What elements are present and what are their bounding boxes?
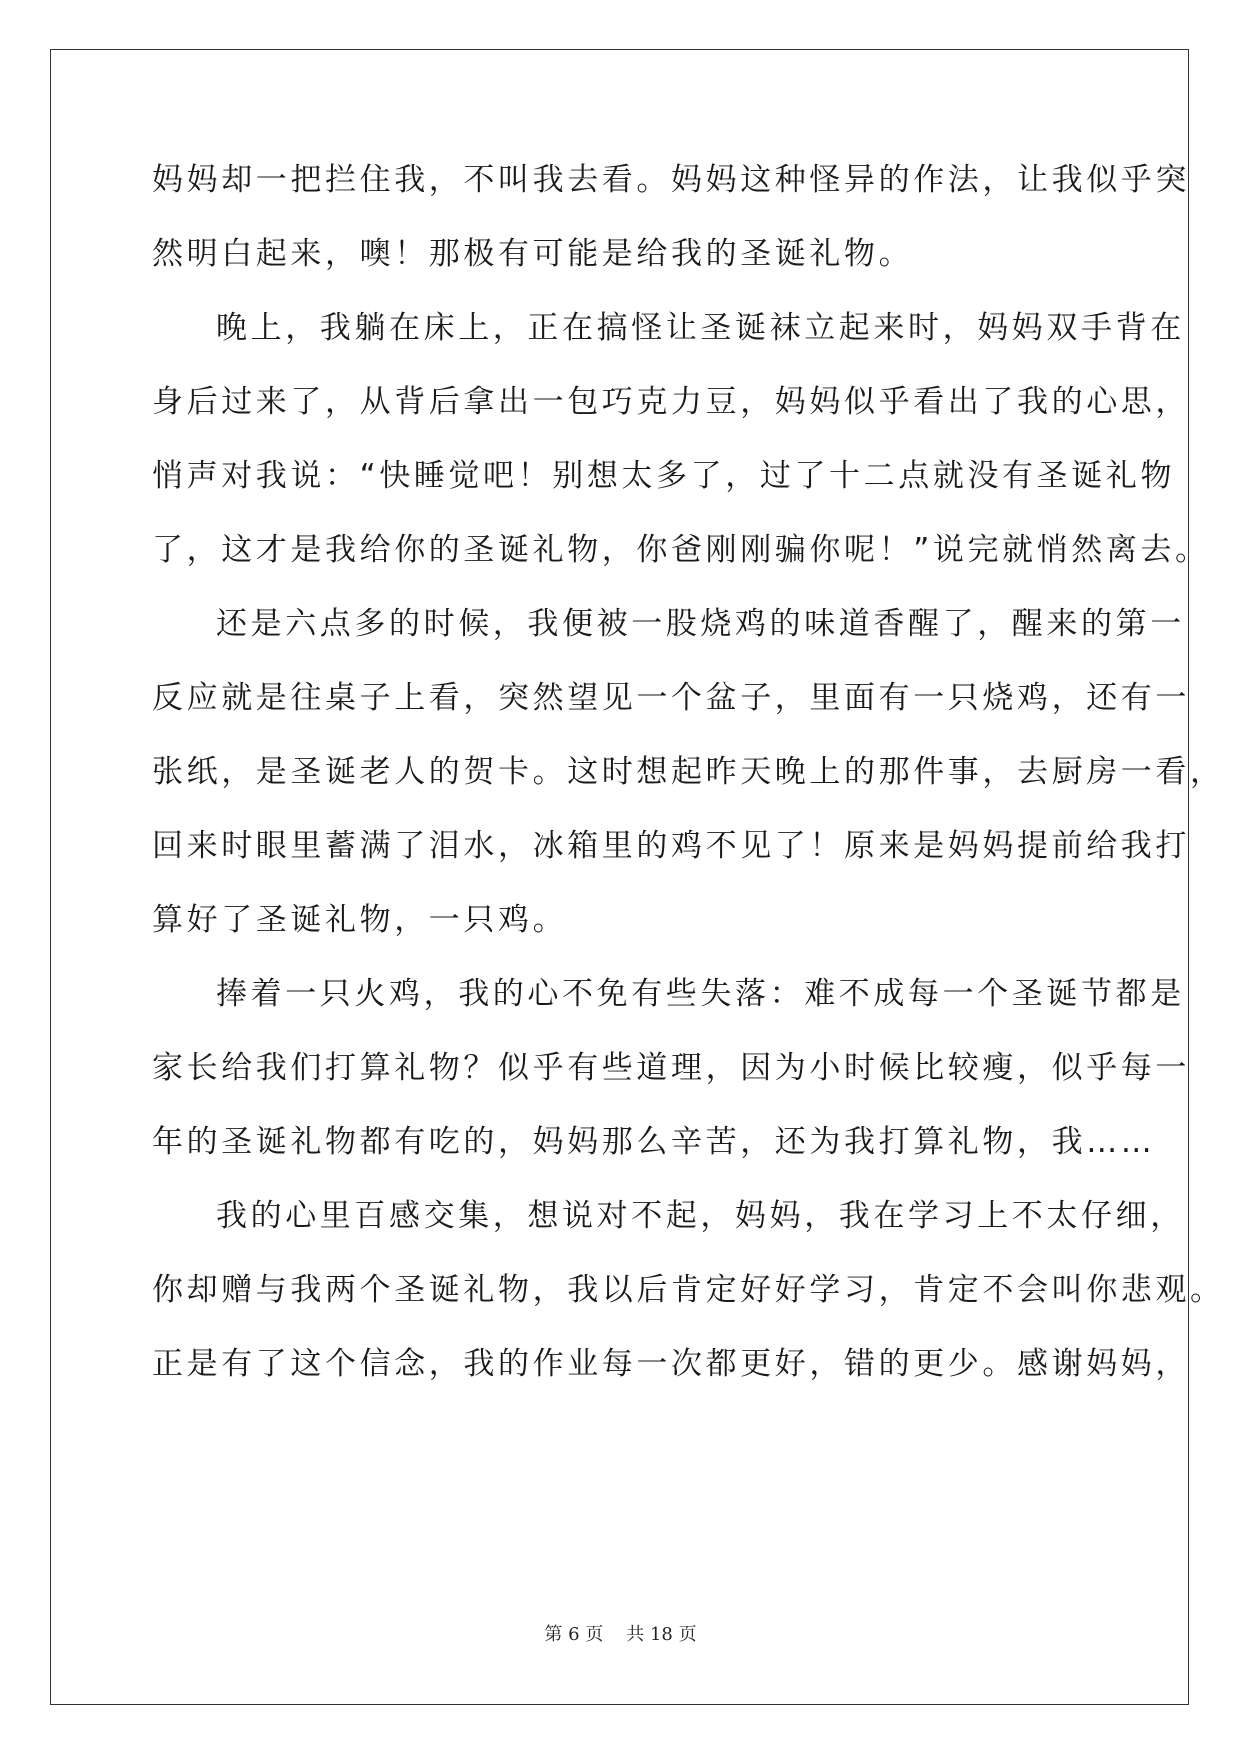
document-body bbox=[152, 160, 1225, 1418]
paragraph-line: 晚上，我躺在床上，正在搞怪让圣诞袜立起来时，妈妈双手背在 bbox=[216, 310, 1185, 346]
page-footer bbox=[0, 1620, 1241, 1646]
paragraph-line: 还是六点多的时候，我便被一股烧鸡的味道香醒了，醒来的第一 bbox=[216, 606, 1185, 642]
paragraph-line: 反应就是往桌子上看，突然望见一个盆子，里面有一只烧鸡，还有一 bbox=[152, 680, 1190, 716]
paragraph-line: 悄声对我说：“快睡觉吧！别想太多了，过了十二点就没有圣诞礼物 bbox=[152, 458, 1176, 494]
paragraph-line: 年的圣诞礼物都有吃的，妈妈那么辛苦，还为我打算礼物，我…… bbox=[152, 1124, 1156, 1160]
paragraph-line: 然明白起来，噢！那极有可能是给我的圣诞礼物。 bbox=[152, 236, 914, 272]
paragraph-line: 你却赠与我两个圣诞礼物，我以后肯定好好学习，肯定不会叫你悲观。 bbox=[152, 1272, 1225, 1308]
page-number: 第 6 页 bbox=[544, 1624, 604, 1645]
paragraph-line: 家长给我们打算礼物？似乎有些道理，因为小时候比较瘦，似乎每一 bbox=[152, 1050, 1190, 1086]
page-total: 共 18 页 bbox=[626, 1624, 697, 1645]
paragraph-line: 张纸，是圣诞老人的贺卡。这时想起昨天晚上的那件事，去厨房一看， bbox=[152, 754, 1225, 790]
paragraph-line: 了，这才是我给你的圣诞礼物，你爸刚刚骗你呢！”说完就悄然离去。 bbox=[152, 532, 1210, 568]
paragraph-line: 回来时眼里蓄满了泪水，冰箱里的鸡不见了！原来是妈妈提前给我打 bbox=[152, 828, 1190, 864]
paragraph-line: 正是有了这个信念，我的作业每一次都更好，错的更少。感谢妈妈， bbox=[152, 1346, 1190, 1382]
paragraph-line: 身后过来了，从背后拿出一包巧克力豆，妈妈似乎看出了我的心思， bbox=[152, 384, 1190, 420]
paragraph-line: 我的心里百感交集，想说对不起，妈妈，我在学习上不太仔细， bbox=[216, 1198, 1185, 1234]
paragraph-line: 算好了圣诞礼物，一只鸡。 bbox=[152, 902, 568, 938]
paragraph-line: 捧着一只火鸡，我的心不免有些失落：难不成每一个圣诞节都是 bbox=[216, 976, 1185, 1012]
paragraph-line: 妈妈却一把拦住我，不叫我去看。妈妈这种怪异的作法，让我似乎突 bbox=[152, 162, 1190, 198]
